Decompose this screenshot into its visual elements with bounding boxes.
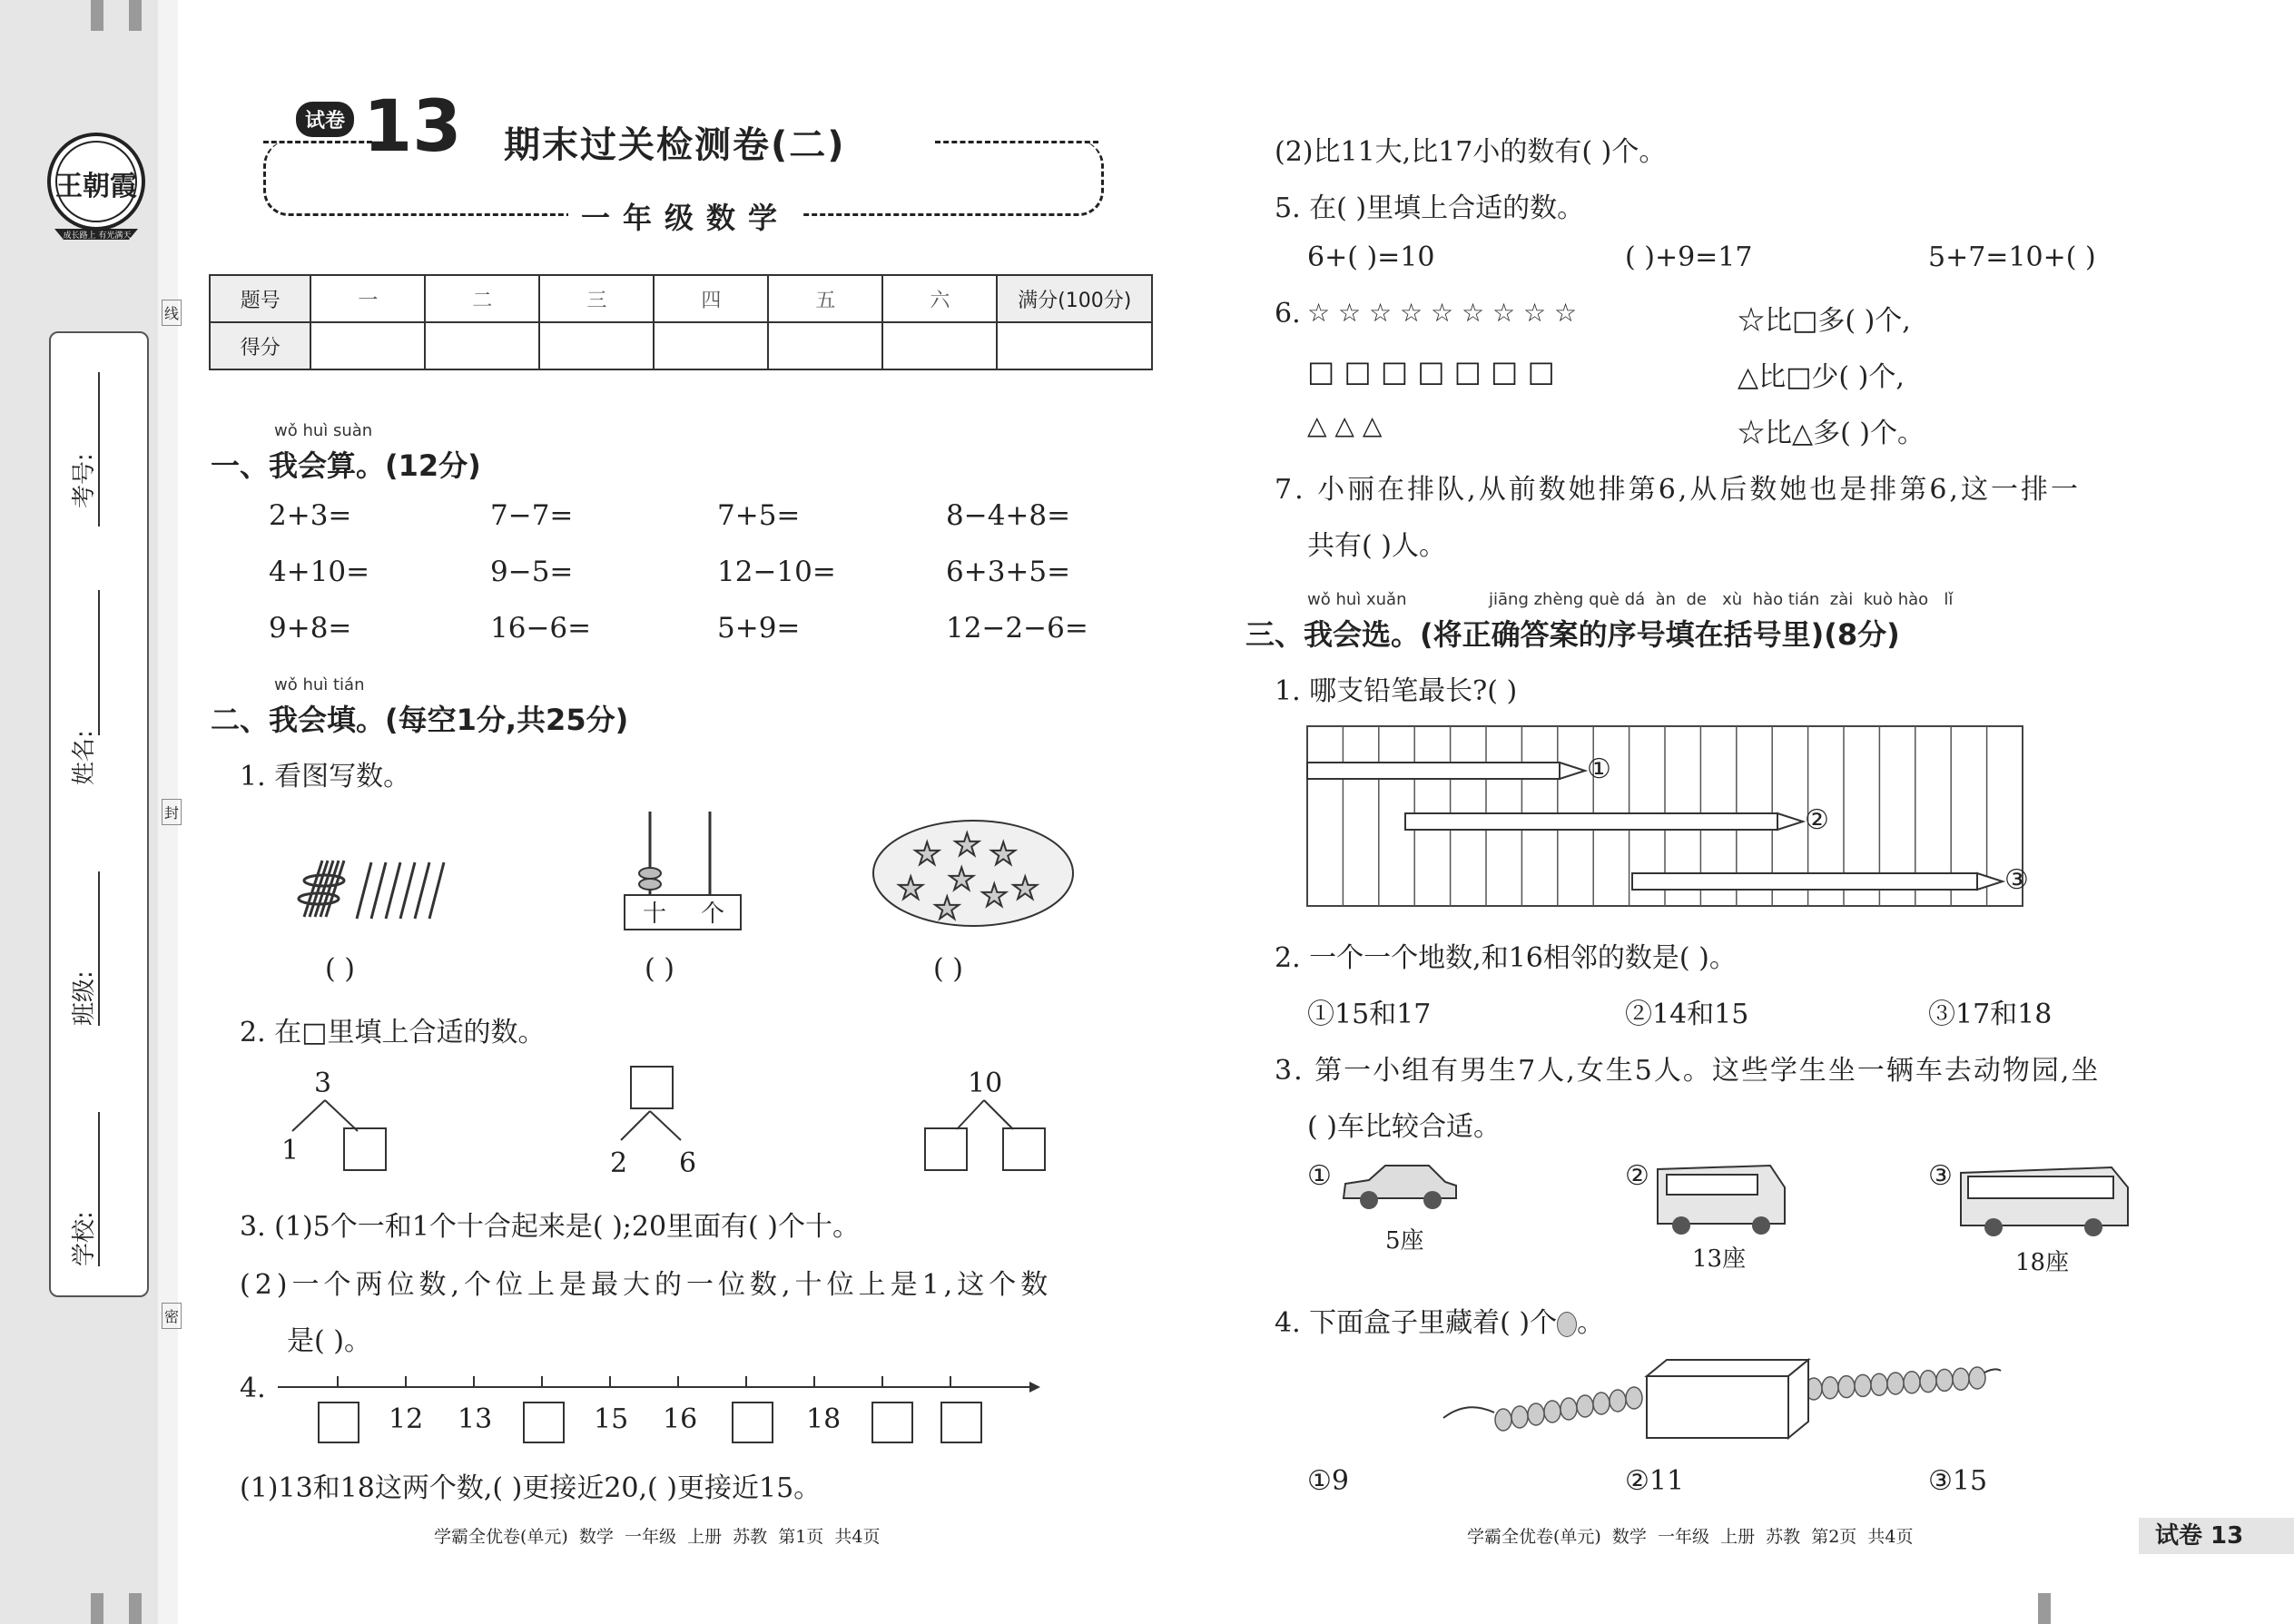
question-3-3a: 3. 第一小组有男生7人,女生5人。这些学生坐一辆车去动物园,坐 [1275, 1055, 2101, 1087]
logo [42, 127, 151, 245]
score-header-cell: 五 [768, 275, 882, 322]
question-2-4-2: (2)比11大,比17小的数有( )个。 [1275, 136, 1667, 168]
tree2-box[interactable] [630, 1066, 674, 1109]
bead [1593, 1393, 1610, 1414]
question-3-4: 4. 下面盒子里藏着( )个 。 [1275, 1307, 1605, 1339]
score-row-label: 得分 [210, 322, 310, 369]
question-2-3-1: 3. (1)5个一和1个十合起来是( );20里面有( )个十。 [240, 1211, 860, 1243]
q6-stars: ☆ ☆ ☆ ☆ ☆ ☆ ☆ ☆ ☆ [1307, 298, 1578, 328]
answer-paren[interactable]: ( ) [325, 953, 355, 985]
bead [1528, 1403, 1544, 1425]
tree3-top: 10 [968, 1068, 1003, 1099]
svg-text:★: ★ [1011, 871, 1039, 907]
q6-b: △比□少( )个, [1738, 361, 1905, 393]
equation: 2+3= [269, 499, 352, 532]
q2-option[interactable]: ①15和17 [1307, 999, 1432, 1030]
pencil-label: ③ [2004, 864, 2029, 896]
stars-oval [870, 817, 1077, 933]
equation: 7−7= [490, 499, 574, 532]
test-number: 13 [363, 86, 462, 168]
tree3-left-box[interactable] [924, 1127, 968, 1171]
numline-label: 12 [389, 1403, 424, 1435]
car-icon [1338, 1156, 1462, 1213]
question-2-4-label: 4. [240, 1373, 266, 1404]
bead [1495, 1409, 1511, 1431]
equation: 8−4+8= [946, 499, 1071, 532]
q3-seat-label: 18座 [2015, 1249, 2070, 1276]
score-header-cell: 三 [539, 275, 654, 322]
question-3-4-text: 4. 下面盒子里藏着( )个 [1275, 1307, 1558, 1339]
bead [1904, 1372, 1920, 1393]
question-2-3-2b: 是( )。 [287, 1325, 371, 1357]
numline-box[interactable] [940, 1402, 982, 1443]
pencil-grid [1305, 724, 2026, 910]
equation: 6+3+5= [946, 556, 1071, 588]
svg-text:★: ★ [897, 871, 925, 907]
answer-paren[interactable]: ( ) [933, 953, 963, 985]
question-2-6-label: 6. [1275, 298, 1301, 330]
page-subtitle: 一年级数学 [568, 195, 802, 237]
svg-text:★: ★ [913, 836, 941, 872]
bead [1920, 1371, 1936, 1393]
numline-box[interactable] [871, 1402, 913, 1443]
bead [1822, 1377, 1838, 1399]
question-3-3b: ( )车比较合适。 [1307, 1111, 1501, 1143]
numline-box[interactable] [732, 1402, 773, 1443]
sticks-illustration [295, 853, 458, 930]
section2-title: 二、我会填。(每空1分,共25分) [211, 703, 629, 737]
section1-pinyin: wǒ huì suàn [274, 421, 373, 440]
pencil-label: ② [1805, 804, 1829, 836]
q6-a: ☆比□多( )个, [1738, 305, 1911, 337]
svg-text:★: ★ [989, 836, 1018, 872]
q6-triangles: △ △ △ [1307, 410, 1383, 440]
footer-right: 学霸全优卷(单元) 数学 一年级 上册 苏教 第2页 共4页 [1467, 1527, 1914, 1547]
q6-squares: □ □ □ □ □ □ □ [1307, 354, 1555, 389]
numline-box[interactable] [318, 1402, 359, 1443]
pencil-label: ① [1587, 753, 1611, 785]
score-table [209, 274, 1153, 370]
svg-text:★: ★ [953, 827, 981, 863]
question-2-4-1: (1)13和18这两个数,( )更接近20,( )更接近15。 [240, 1472, 822, 1504]
bead [1544, 1401, 1561, 1422]
tree3-right-box[interactable] [1002, 1127, 1046, 1171]
score-cell[interactable] [539, 322, 654, 369]
binding-mark-mi: 密 [162, 1303, 182, 1329]
question-2-7b: 共有( )人。 [1307, 530, 1446, 562]
footer-tab: 试卷 13 [2139, 1518, 2294, 1554]
score-header-cell: 满分(100分) [997, 275, 1152, 322]
bead [1626, 1387, 1642, 1409]
score-cell[interactable] [654, 322, 768, 369]
section1-title: 一、我会算。(12分) [211, 448, 481, 483]
svg-text:★: ★ [948, 861, 976, 898]
field-name: 姓名: [71, 730, 98, 785]
question-2-2: 2. 在□里填上合适的数。 [240, 1017, 546, 1048]
numline-label: 16 [663, 1403, 698, 1435]
tree2-left: 2 [610, 1147, 628, 1179]
q3-option[interactable]: ② [1625, 1160, 1649, 1192]
logo-slogan: 成长路上 有光满天 [63, 231, 132, 241]
bead [1511, 1406, 1528, 1428]
equation: 5+9= [717, 612, 801, 645]
bead [1936, 1369, 1953, 1391]
score-header-cell: 一 [310, 275, 425, 322]
abacus [623, 808, 743, 935]
svg-text:★: ★ [980, 878, 1009, 914]
bead [1855, 1374, 1871, 1396]
bead [1969, 1367, 1985, 1389]
binding-mark-feng: 封 [162, 799, 182, 825]
section3-title-a: 三、我会选。 [1245, 617, 1421, 652]
answer-paren[interactable]: ( ) [645, 953, 674, 985]
q3-seat-label: 5座 [1385, 1227, 1424, 1255]
field-school: 学校: [71, 1211, 98, 1266]
numline-label: 18 [806, 1403, 842, 1435]
question-2-7a: 7. 小丽在排队,从前数她排第6,从后数她也是排第6,这一排一 [1275, 474, 2081, 506]
score-cell[interactable] [768, 322, 882, 369]
q4-option[interactable]: ②11 [1625, 1465, 1685, 1497]
coach-icon [1957, 1162, 2132, 1238]
page-title: 期末过关检测卷(二) [504, 124, 846, 166]
bead [1610, 1390, 1626, 1412]
question-2-1: 1. 看图写数。 [240, 761, 411, 792]
q5-item: 5+7=10+( ) [1928, 241, 2096, 273]
bead [1887, 1373, 1904, 1394]
q4-option[interactable]: ③15 [1928, 1465, 1988, 1497]
section3-title-b: (将正确答案的序号填在括号里)(8分) [1420, 617, 1900, 652]
question-2-5: 5. 在( )里填上合适的数。 [1275, 192, 1585, 224]
bead-icon [1557, 1312, 1577, 1337]
equation: 9−5= [490, 556, 574, 588]
q3-option[interactable]: ③ [1928, 1160, 1953, 1192]
score-cell[interactable] [997, 322, 1152, 369]
bead [1577, 1395, 1593, 1417]
numline-label: 15 [594, 1403, 629, 1435]
equation: 12−10= [717, 556, 836, 588]
minibus-icon [1654, 1160, 1788, 1236]
equation: 9+8= [269, 612, 352, 645]
score-cell[interactable] [425, 322, 539, 369]
q2-option[interactable]: ③17和18 [1928, 999, 2053, 1030]
equation: 16−6= [490, 612, 592, 645]
score-header-cell: 六 [882, 275, 997, 322]
tree1-box[interactable] [343, 1127, 387, 1171]
tree1-left: 1 [281, 1135, 300, 1166]
equation: 7+5= [717, 499, 801, 532]
numline-label: 13 [458, 1403, 493, 1435]
svg-text:★: ★ [933, 891, 961, 927]
abacus-ones-label: 个 [701, 901, 725, 928]
score-cell[interactable] [882, 322, 997, 369]
binding-mark-xian: 线 [162, 300, 182, 326]
q3-option[interactable]: ① [1307, 1160, 1332, 1192]
q5-item: ( )+9=17 [1625, 241, 1753, 273]
field-class: 班级: [71, 970, 98, 1026]
header-badge: 试卷 [296, 102, 354, 137]
numline-box[interactable] [523, 1402, 565, 1443]
tree2-right: 6 [679, 1147, 697, 1179]
score-header-cell: 题号 [210, 275, 310, 322]
number-line [272, 1371, 1044, 1407]
score-header-cell: 二 [425, 275, 539, 322]
tree2-lines [608, 1109, 717, 1146]
q2-option[interactable]: ②14和15 [1625, 999, 1749, 1030]
field-kaohao: 考号: [71, 453, 98, 508]
question-2-3-2a: (2)一个两位数,个位上是最大的一位数,十位上是1,这个数 [240, 1269, 1053, 1301]
score-header-cell: 四 [654, 275, 768, 322]
bead [1561, 1398, 1577, 1420]
equation: 4+10= [269, 556, 370, 588]
beads-box-illustration [1440, 1354, 2003, 1454]
abacus-tens-label: 十 [643, 901, 667, 928]
bead [1838, 1376, 1855, 1398]
equation: 12−2−6= [946, 612, 1088, 645]
section3-pinyin-b: jiāng zhèng què dá àn de xù hào tián zài kuò hào lǐ [1489, 590, 1954, 609]
question-3-1: 1. 哪支铅笔最长?( ) [1275, 675, 1518, 707]
q6-c: ☆比△多( )个。 [1738, 418, 1925, 449]
section3-title [1245, 612, 1900, 654]
section3-pinyin-a: wǒ huì xuǎn [1307, 590, 1407, 609]
q4-option[interactable]: ①9 [1307, 1465, 1349, 1497]
bead [1953, 1368, 1969, 1390]
tree1-top: 3 [314, 1068, 332, 1099]
q3-seat-label: 13座 [1692, 1245, 1747, 1273]
bead [1871, 1373, 1887, 1395]
footer-left: 学霸全优卷(单元) 数学 一年级 上册 苏教 第1页 共4页 [434, 1527, 881, 1547]
q5-item: 6+( )=10 [1307, 241, 1435, 273]
logo-text: 王朝霞 [55, 171, 137, 202]
question-3-2: 2. 一个一个地数,和16相邻的数是( )。 [1275, 942, 1737, 974]
score-cell[interactable] [310, 322, 425, 369]
section2-pinyin: wǒ huì tián [274, 675, 365, 694]
